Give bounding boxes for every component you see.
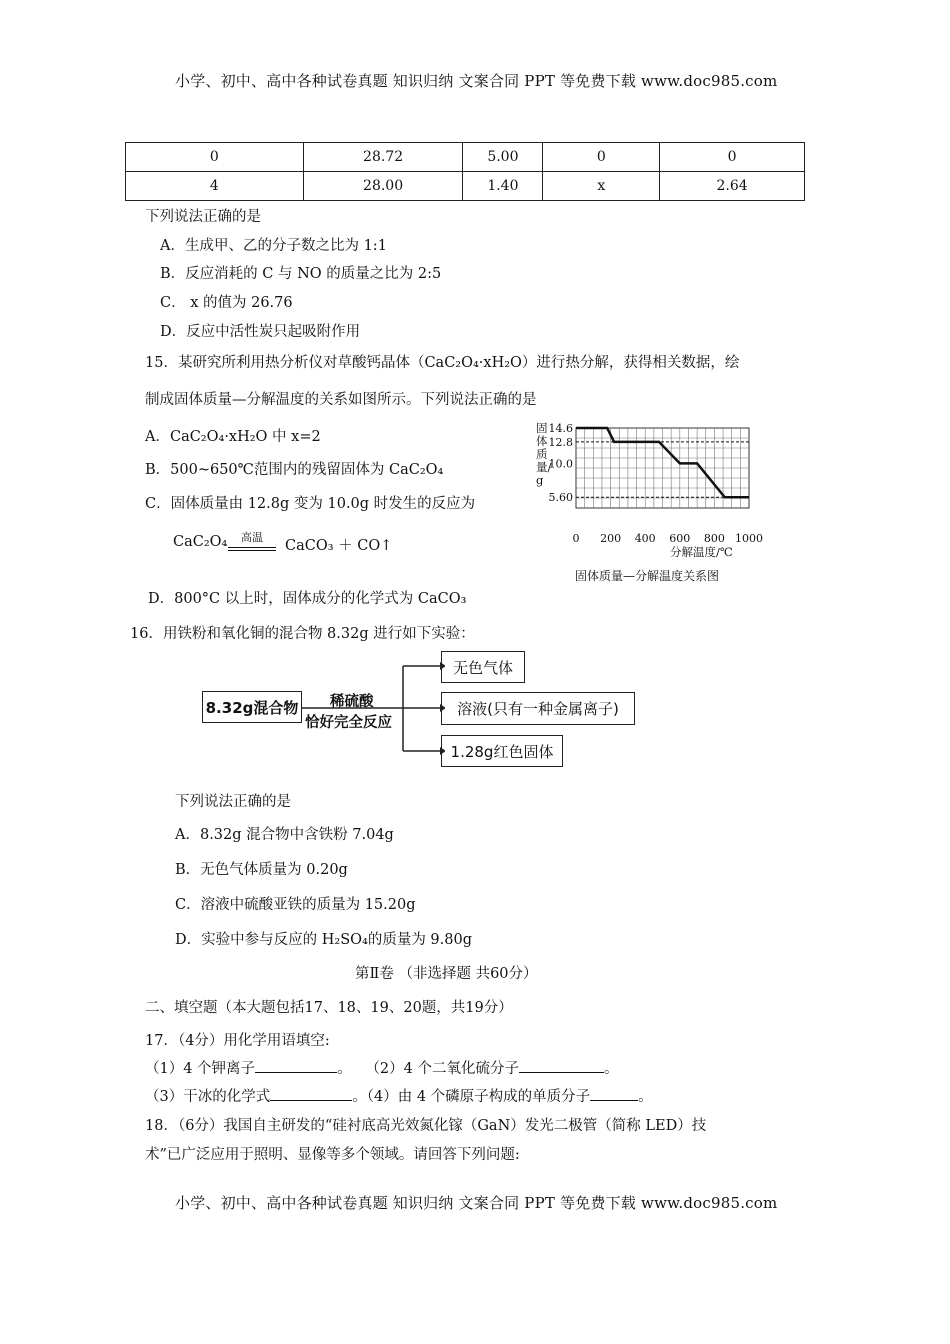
flow-output-solid: 1.28g红色固体: [441, 735, 563, 767]
section-title: 第Ⅱ卷 （非选择题 共60分）: [355, 966, 538, 982]
page-footer: 小学、初中、高中各种试卷真题 知识归纳 文案合同 PPT 等免费下载 www.doc985.com: [175, 1194, 778, 1212]
chart-caption: 固体质量—分解温度关系图: [575, 569, 720, 583]
q16-option-d: D．实验中参与反应的 H₂SO₄的质量为 9.80g: [175, 932, 473, 948]
table-cell: 0: [543, 143, 660, 172]
table-cell: 28.00: [303, 172, 463, 201]
punct: 。: [352, 1089, 367, 1105]
table-cell: 0: [660, 143, 805, 172]
flow-start-box: 8.32g混合物: [202, 691, 302, 723]
q14-option-b: B．反应消耗的 C 与 NO 的质量之比为 2:5: [160, 266, 442, 282]
punct: 。: [603, 1061, 619, 1077]
equation-condition-text: 高温: [241, 531, 263, 544]
q16-option-c: C．溶液中硫酸亚铁的质量为 15.20g: [175, 897, 416, 913]
table-cell: 4: [126, 172, 304, 201]
flow-arrows: [300, 650, 445, 770]
q14-option-c: C． x 的值为 26.76: [160, 295, 293, 311]
table-row: [126, 143, 805, 172]
table-cell: 0: [126, 143, 304, 172]
section-part-heading: 二、填空题（本大题包括17、18、19、20题，共19分）: [145, 1000, 513, 1016]
x-tick-label: 200: [600, 532, 622, 545]
x-tick-labels: [573, 532, 764, 545]
q14-prompt: 下列说法正确的是: [145, 209, 261, 225]
flow-condition-label: 恰好完全反应: [305, 715, 392, 731]
table-cell: 5.00: [463, 143, 543, 172]
equation-products: CaCO₃ ＋ CO↑: [285, 538, 393, 554]
q16-option-b: B．无色气体质量为 0.20g: [175, 862, 348, 878]
table-cell: 2.64: [660, 172, 805, 201]
flow-output-gas: 无色气体: [441, 651, 525, 683]
q16-stem: 16．用铁粉和氧化铜的混合物 8.32g 进行如下实验：: [130, 626, 475, 642]
q18-stem-line1: 18．（6分）我国自主研发的“硅衬底高光效氮化镓（GaN）发光二极管（简称 LED）技: [145, 1118, 707, 1134]
q15-option-a: A．CaC₂O₄·xH₂O 中 x=2: [145, 429, 321, 445]
q16-prompt: 下列说法正确的是: [175, 794, 291, 810]
table-cell: x: [543, 172, 660, 201]
table-row: [126, 172, 805, 201]
data-table: [125, 142, 805, 201]
q17-stem: 17．（4分）用化学用语填空:: [145, 1033, 330, 1049]
table-cell: 28.72: [303, 143, 463, 172]
mass-temperature-chart: [520, 418, 780, 588]
q18-stem-line2: 术”已广泛应用于照明、显像等多个领域。请回答下列问题:: [145, 1147, 520, 1163]
x-tick-label: 800: [703, 532, 725, 545]
flow-reagent-label: 稀硫酸: [330, 694, 374, 710]
x-tick-label: 600: [669, 532, 691, 545]
q17-item-4: （4）由 4 个磷原子构成的单质分子: [366, 1089, 591, 1105]
flow-output-solution: 溶液(只有一种金属离子): [441, 692, 635, 725]
q15-option-b: B．500~650℃范围内的残留固体为 CaC₂O₄: [145, 462, 444, 478]
equation-condition: [228, 529, 276, 551]
y-tick-label: 12.8: [548, 435, 573, 449]
equation-reactant: CaC₂O₄: [173, 534, 228, 550]
y-tick-label: 14.6: [548, 422, 573, 435]
answer-blank[interactable]: [519, 1058, 604, 1073]
answer-blank[interactable]: [590, 1086, 638, 1101]
q15-option-d: D．800°C 以上时，固体成分的化学式为 CaCO₃: [148, 591, 467, 607]
q15-option-c: C．固体质量由 12.8g 变为 10.0g 时发生的反应为: [145, 496, 476, 512]
q17-item-2: （2）4 个二氧化硫分子: [365, 1061, 519, 1077]
table-cell: 1.40: [463, 172, 543, 201]
q17-line-b: [145, 1085, 653, 1106]
q14-option-d: D．反应中活性炭只起吸附作用: [160, 324, 361, 340]
equals-line: [228, 550, 276, 551]
y-axis-label: 固体质量/g: [536, 421, 552, 487]
equals-line: [228, 547, 276, 548]
q17-item-1: （1）4 个钾离子: [145, 1061, 256, 1077]
y-tick-label: 10.0: [548, 457, 573, 471]
q17-line-a: [145, 1057, 618, 1078]
q14-option-a: A．生成甲、乙的分子数之比为 1:1: [160, 238, 387, 254]
y-tick-labels: [549, 422, 574, 504]
x-tick-label: 0: [572, 532, 580, 545]
punct: 。: [638, 1089, 653, 1105]
y-tick-label: 5.60: [548, 491, 573, 505]
answer-blank[interactable]: [255, 1058, 337, 1073]
q15-stem-line1: 15．某研究所利用热分析仪对草酸钙晶体（CaC₂O₄·xH₂O）进行热分解，获得相关数据，绘: [145, 355, 740, 371]
q16-option-a: A．8.32g 混合物中含铁粉 7.04g: [175, 827, 394, 843]
x-axis-label: 分解温度/℃: [670, 545, 733, 559]
punct: 。: [337, 1061, 352, 1077]
q15-stem-line2: 制成固体质量—分解温度的关系如图所示。下列说法正确的是: [145, 392, 537, 408]
q17-item-3: （3）干冰的化学式: [145, 1089, 271, 1105]
x-tick-label: 400: [634, 532, 656, 545]
page-header: 小学、初中、高中各种试卷真题 知识归纳 文案合同 PPT 等免费下载 www.doc985.com: [175, 72, 778, 90]
x-tick-label: 1000: [735, 532, 763, 545]
answer-blank[interactable]: [270, 1086, 352, 1101]
